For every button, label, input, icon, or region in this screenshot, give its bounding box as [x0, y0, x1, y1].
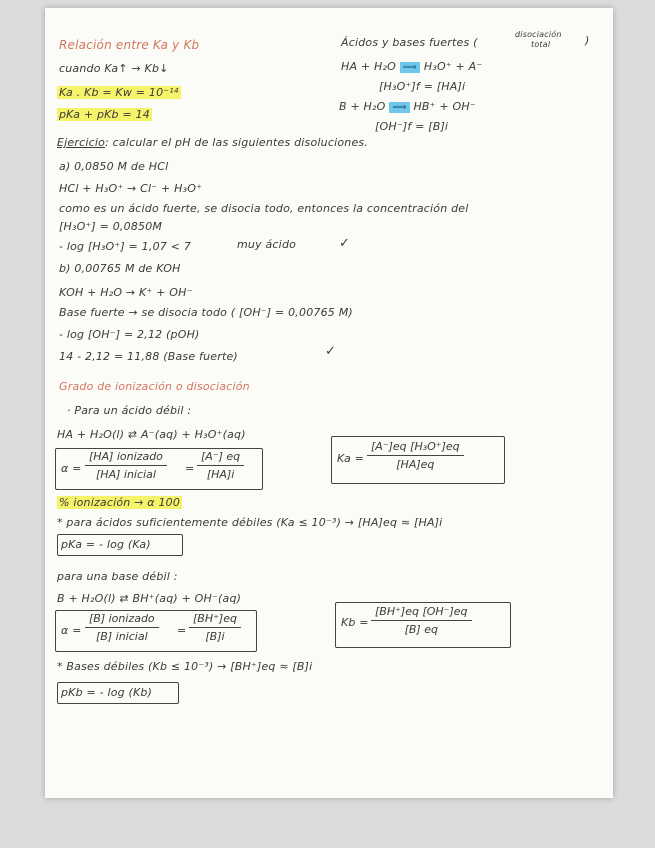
- total-dissociation-note-1: disociación: [515, 30, 562, 39]
- exercise-a-text: como es un ácido fuerte, se disocia todo, entonces la concentración del: [59, 202, 469, 215]
- kb-label: Kb =: [341, 616, 369, 629]
- weak-base-approximation: * Bases débiles (Kb ≤ 10⁻³) → [BH⁺]eq ≈ [B]i: [57, 660, 313, 673]
- ka-kb-relation-line: cuando Ka↑ → Kb↓: [59, 62, 169, 75]
- alpha-base-fraction-2: $\frac{[BH^+]eq}{[B]i}$: [189, 612, 241, 643]
- pkb-formula: pKb = - log (Kb): [61, 686, 153, 699]
- strong-acids-bases-title: Ácidos y bases fuertes (: [341, 36, 478, 49]
- arrow-icon: ⟹: [389, 102, 410, 113]
- exercise-a-comment: muy ácido: [237, 238, 297, 251]
- percent-ionization: % ionización → α 100: [59, 496, 181, 509]
- exercise-a-result: - log [H₃O⁺] = 1,07 < 7: [59, 240, 191, 253]
- exercise-b-text: Base fuerte → se disocia todo ( [OH⁻] = 0,00765 M): [59, 306, 353, 319]
- weak-acid-equation: HA + H₂O(l) ⇄ A⁻(aq) + H₃O⁺(aq): [57, 428, 246, 441]
- exercise-a-title: a) 0,0850 M de HCl: [59, 160, 169, 173]
- weak-acid-approximation: * para ácidos suficientemente débiles (Ka ≤ 10⁻³) → [HA]eq ≈ [HA]i: [57, 516, 443, 529]
- ka-fraction: $\frac{\text{[A⁻]eq [H₃O⁺]eq}}{[HA]eq}$: [367, 440, 464, 471]
- strong-acid-equation: HA + H₂O ⟹ H₃O⁺ + A⁻: [341, 60, 483, 73]
- note-close-paren: ): [585, 34, 590, 47]
- weak-acid-subtitle: · Para un ácido débil :: [67, 404, 192, 417]
- strong-base-concentration: [OH⁻]f = [B]i: [375, 120, 449, 133]
- pka-pkb-equation: pKa + pKb = 14: [59, 108, 150, 121]
- alpha-base-fraction: [B] ionizado [B] inicial: [85, 612, 159, 643]
- ka-label: Ka =: [337, 452, 365, 465]
- exercise-a-concentration: [H₃O⁺] = 0,0850M: [59, 220, 163, 233]
- equals-sign: =: [185, 462, 195, 475]
- strong-base-equation: B + H₂O ⟹ HB⁺ + OH⁻: [339, 100, 476, 113]
- equals-sign: =: [177, 624, 187, 637]
- ka-kb-relation-title: Relación entre Ka y Kb: [59, 38, 200, 52]
- exercise-b-title: b) 0,00765 M de KOH: [59, 262, 181, 275]
- exercise-a-equation: HCl + H₃O⁺ → Cl⁻ + H₃O⁺: [59, 182, 203, 195]
- alpha-label: α =: [61, 624, 82, 637]
- exercise-b-ph: 14 - 2,12 = 11,88 (Base fuerte): [59, 350, 238, 363]
- strong-acid-concentration: [H₃O⁺]f = [HA]i: [379, 80, 466, 93]
- notebook-page: [45, 8, 613, 798]
- kw-equation: Ka . Kb = Kw = 10⁻¹⁴: [59, 86, 179, 99]
- exercise-heading: Ejercicio: calcular el pH de las siguientes disoluciones.: [57, 136, 369, 149]
- total-dissociation-note-2: total: [531, 40, 551, 49]
- weak-base-equation: B + H₂O(l) ⇄ BH⁺(aq) + OH⁻(aq): [57, 592, 242, 605]
- exercise-b-poh: - log [OH⁻] = 2,12 (pOH): [59, 328, 200, 341]
- exercise-b-equation: KOH + H₂O → K⁺ + OH⁻: [59, 286, 193, 299]
- weak-base-subtitle: para una base débil :: [57, 570, 178, 583]
- alpha-acid-fraction: [HA] ionizado [HA] inicial: [85, 450, 167, 481]
- alpha-acid-fraction-2: $\frac{[A^-] eq}{[HA]i}$: [197, 450, 244, 481]
- kb-fraction: $\frac{[BH^+]eq [OH^-]eq}{[B] eq}$: [371, 605, 472, 636]
- alpha-label: α =: [61, 462, 82, 475]
- arrow-icon: ⟹: [400, 62, 421, 73]
- check-icon: ✓: [339, 236, 351, 251]
- check-icon: ✓: [325, 344, 337, 359]
- pka-formula: pKa = - log (Ka): [61, 538, 151, 551]
- ionization-title: Grado de ionización o disociación: [59, 380, 250, 393]
